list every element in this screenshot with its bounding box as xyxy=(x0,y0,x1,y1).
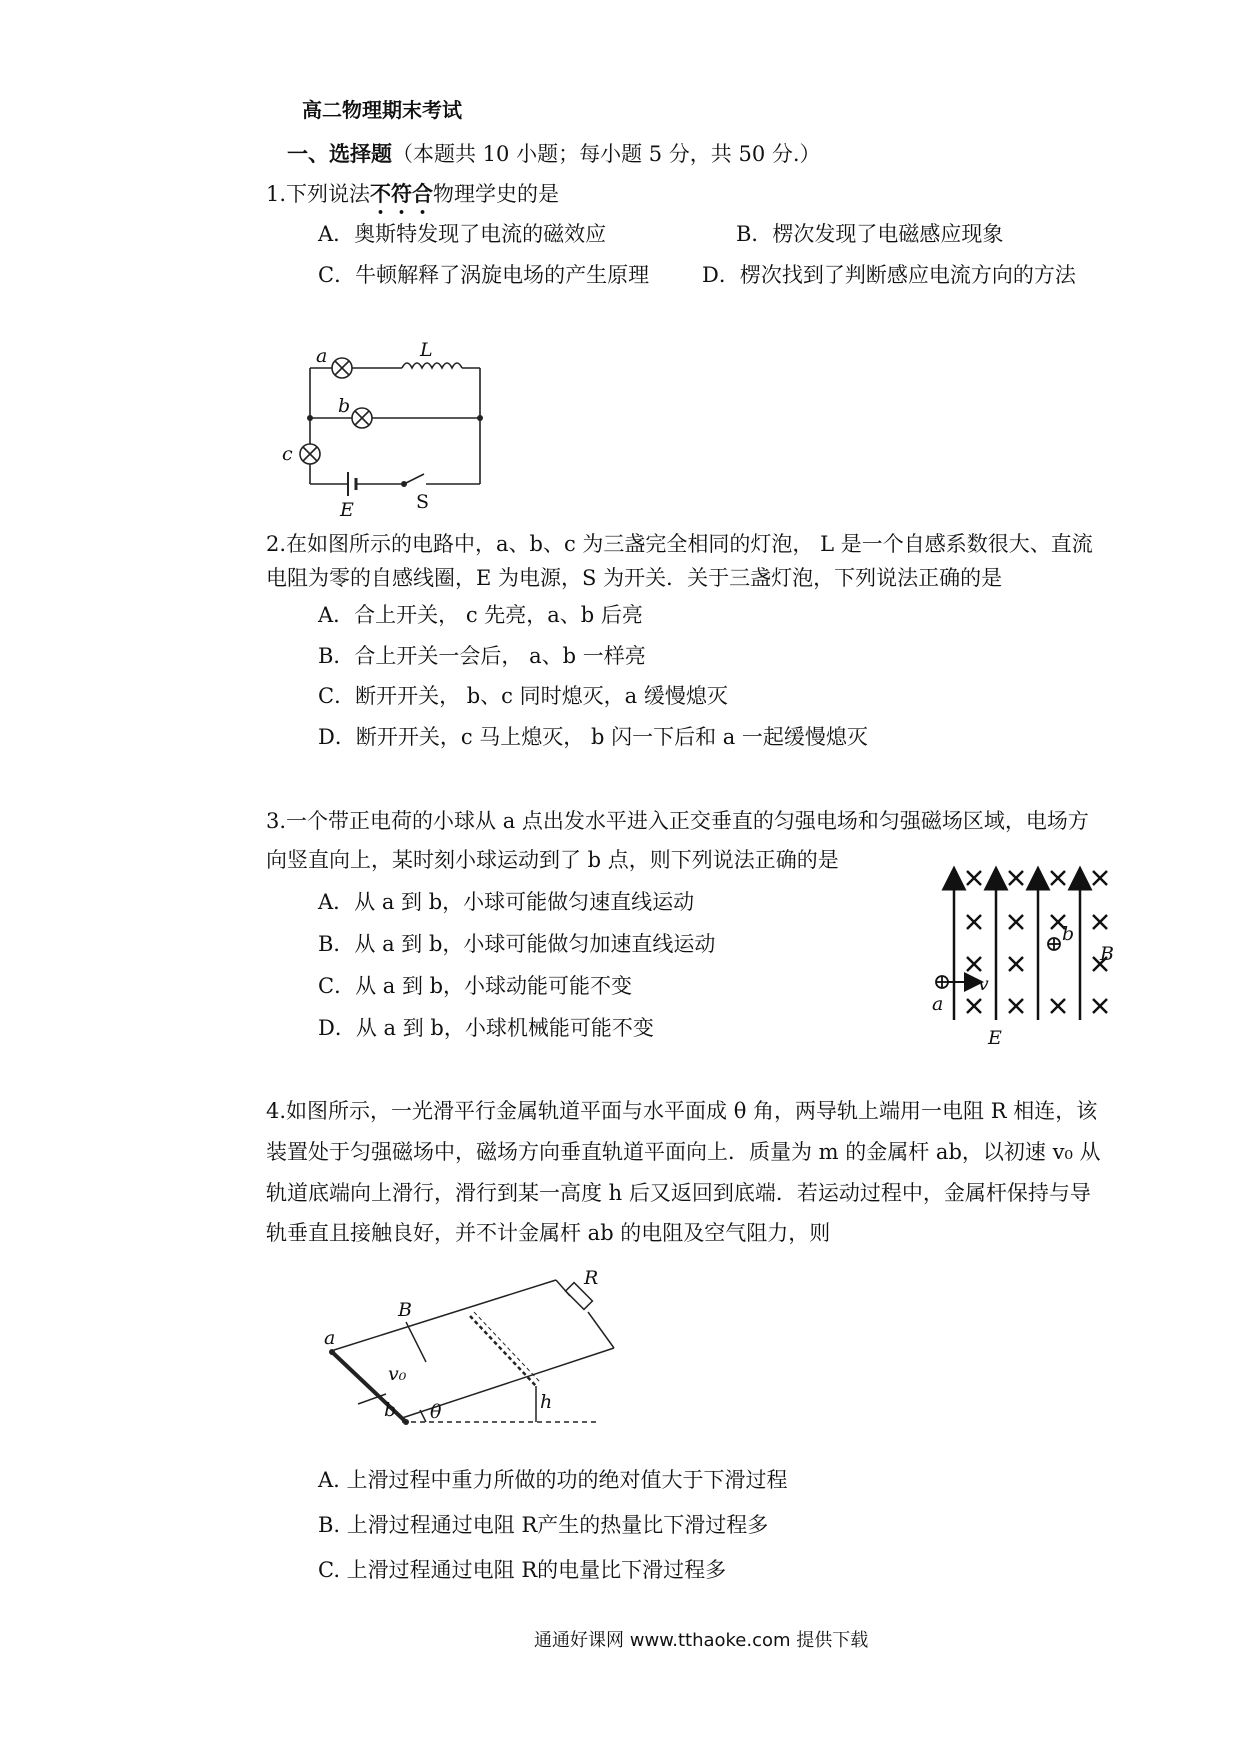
q1-stem xyxy=(266,180,559,219)
q4-label-a: a xyxy=(324,1327,336,1349)
q4-option-b: B. 上滑过程通过电阻 R产生的热量比下滑过程多 xyxy=(318,1513,769,1537)
q1-option-a: A．奥斯特发现了电流的磁效应 xyxy=(318,222,607,246)
q3-field-figure xyxy=(930,868,1130,1048)
q2-stem-line2: 电阻为零的自感线圈，E 为电源，S 为开关．关于三盏灯泡，下列说法正确的是 xyxy=(266,566,1003,590)
q2-label-c: c xyxy=(282,443,293,465)
q2-label-E: E xyxy=(340,499,354,521)
q4-label-h: h xyxy=(540,1391,553,1413)
page-title: 高二物理期末考试 xyxy=(302,98,462,122)
q1-option-c: C．牛顿解释了涡旋电场的产生原理 xyxy=(318,263,650,287)
q1-stem-suffix: 物理学史的是 xyxy=(433,182,560,206)
charge-a-icon xyxy=(936,976,948,988)
q2-label-S: S xyxy=(416,491,430,513)
q1-stem-emphasis: 不符合 xyxy=(370,181,434,206)
q4-incline-figure xyxy=(322,1268,622,1438)
q2-label-a: a xyxy=(316,345,328,367)
q2-option-d: D．断开开关，c 马上熄灭， b 闪一下后和 a 一起缓慢熄灭 xyxy=(318,725,868,749)
section-label: 一、选择题 xyxy=(287,141,392,166)
q3-label-E: E xyxy=(988,1027,1002,1049)
q3-label-v: v xyxy=(978,973,989,995)
q2-stem-line1: 2.在如图所示的电路中，a、b、c 为三盏完全相同的灯泡， L 是一个自感系数很大、直流 xyxy=(266,532,1093,556)
q4-label-theta: θ xyxy=(430,1401,442,1423)
q3-label-B: B xyxy=(1100,943,1114,965)
q2-option-a: A．合上开关， c 先亮，a、b 后亮 xyxy=(318,603,643,627)
q3-label-b: b xyxy=(1062,923,1075,945)
q2-label-L: L xyxy=(420,339,433,361)
q3-option-b: B．从 a 到 b，小球可能做匀加速直线运动 xyxy=(318,932,716,956)
q2-circuit-figure xyxy=(280,338,500,521)
q4-label-v0: v₀ xyxy=(388,1363,407,1385)
q3-stem-line1: 3.一个带正电荷的小球从 a 点出发水平进入正交垂直的匀强电场和匀强磁场区域，电场方 xyxy=(266,809,1089,833)
q4-stem-line1: 4.如图所示，一光滑平行金属轨道平面与水平面成 θ 角，两导轨上端用一电阻 R 相连，该 xyxy=(266,1099,1098,1123)
q4-option-c: C. 上滑过程通过电阻 R的电量比下滑过程多 xyxy=(318,1558,727,1582)
q4-label-R: R xyxy=(584,1267,599,1289)
charge-b-icon xyxy=(1048,938,1060,950)
section-header xyxy=(287,140,821,168)
q3-label-a: a xyxy=(932,993,944,1015)
q4-stem-line4: 轨垂直且接触良好，并不计金属杆 ab 的电阻及空气阻力，则 xyxy=(266,1221,831,1245)
q4-stem-line3: 轨道底端向上滑行，滑行到某一高度 h 后又返回到底端．若运动过程中，金属杆保持与导 xyxy=(266,1181,1091,1205)
q3-option-c: C．从 a 到 b，小球动能可能不变 xyxy=(318,974,633,998)
q3-stem-line2: 向竖直向上，某时刻小球运动到了 b 点，则下列说法正确的是 xyxy=(266,848,839,872)
lamp-b xyxy=(352,408,372,428)
q2-label-b: b xyxy=(338,395,351,417)
q4-option-a: A. 上滑过程中重力所做的功的绝对值大于下滑过程 xyxy=(318,1468,788,1492)
q2-option-b: B．合上开关一会后， a、b 一样亮 xyxy=(318,644,646,668)
page-footer: 通通好课网 www.tthaoke.com 提供下载 xyxy=(534,1630,869,1651)
q3-option-a: A．从 a 到 b，小球可能做匀速直线运动 xyxy=(318,890,695,914)
section-note: （本题共 10 小题；每小题 5 分，共 50 分.） xyxy=(392,142,821,166)
lamp-a xyxy=(332,358,352,378)
q1-stem-prefix: 1.下列说法 xyxy=(266,182,371,206)
q3-option-d: D．从 a 到 b，小球机械能可能不变 xyxy=(318,1016,654,1040)
electric-field-lines xyxy=(954,878,1080,1020)
lamp-c xyxy=(300,444,320,464)
q4-label-b: b xyxy=(384,1399,397,1421)
q1-option-b: B．楞次发现了电磁感应现象 xyxy=(736,222,1004,246)
q4-stem-line2: 装置处于匀强磁场中，磁场方向垂直轨道平面向上．质量为 m 的金属杆 ab，以初速 v₀ 从 xyxy=(266,1140,1101,1164)
q1-option-d: D．楞次找到了判断感应电流方向的方法 xyxy=(702,263,1076,287)
q4-label-B: B xyxy=(398,1299,412,1321)
q2-option-c: C．断开开关， b、c 同时熄灭，a 缓慢熄灭 xyxy=(318,684,728,708)
